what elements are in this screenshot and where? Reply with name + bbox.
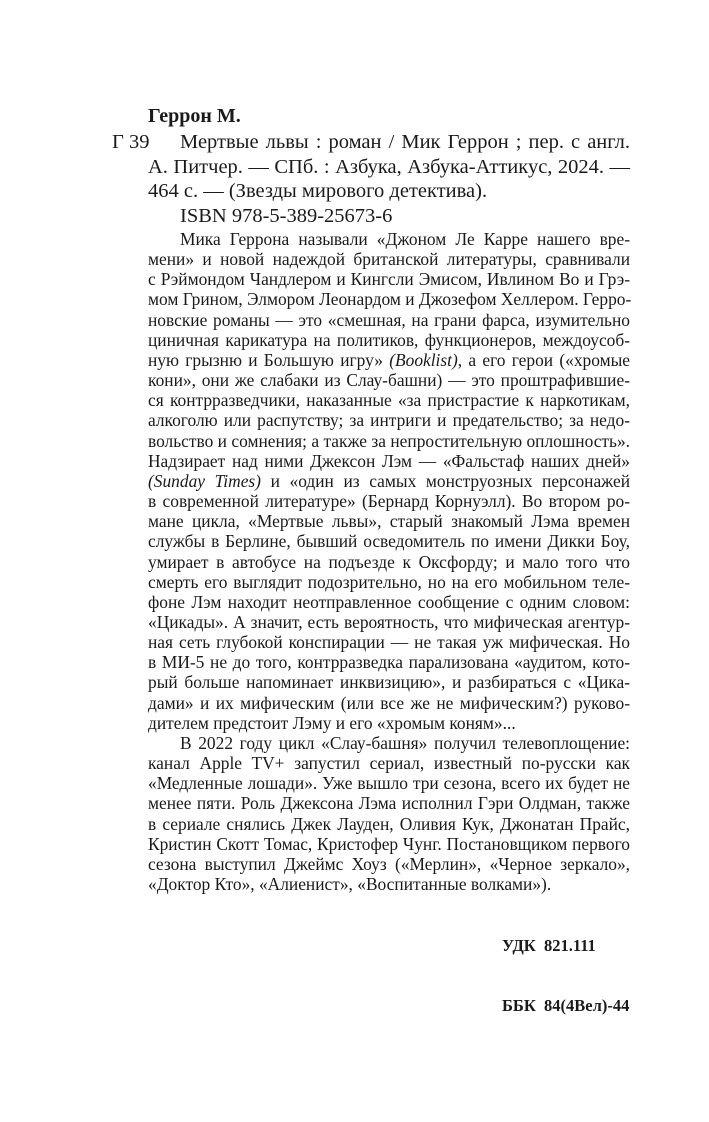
text-segment: смерть его выглядит подозрительно, но на его мобильном теле- <box>148 571 630 592</box>
text-segment: мом Грином, Элмором Леонардом и Джозефом Хеллером. Герро- <box>148 289 632 310</box>
italic-citation: (Sunday Times) <box>148 470 261 491</box>
annotation-line <box>148 410 630 430</box>
text-segment: вольство и сомнения; а также за непростительную оплошность». <box>148 430 630 451</box>
text-segment: в сериале снялись Джек Лауден, Оливия Кук, Джонатан Прайс, <box>148 813 630 834</box>
annotation-line <box>148 289 630 309</box>
text-segment: Надзирает над ними Джексон Лэм — «Фальстаф наших дней» <box>148 450 630 471</box>
classification-indices <box>502 896 629 1056</box>
text-segment: Мика Геррона называли «Джоном Ле Карре нашего вре- <box>180 229 630 249</box>
text-segment: дами» и их мифическим (или все же не мифическим?) руково- <box>148 692 630 713</box>
annotation-line <box>148 531 630 551</box>
text-segment: ную грызню и Большую игру» <box>148 349 390 370</box>
annotation-line <box>148 229 630 249</box>
text-segment: службы в Берлине, бывший осведомитель по имени Дикки Боу, <box>148 531 630 552</box>
text-segment: с Рэймондом Чандлером и Кингсли Эмисом, Ивлином Во и Грэ- <box>148 269 630 290</box>
annotation-line <box>148 612 630 632</box>
annotation-line <box>148 672 630 692</box>
annotation-line <box>148 390 630 410</box>
text-segment: кони», они же слабаки из Слау-башни) — это проштрафившие- <box>148 370 630 391</box>
annotation-line <box>148 350 630 370</box>
annotation-line <box>148 733 630 753</box>
text-segment: , а его герои («хромые <box>457 349 631 370</box>
text-segment: В 2022 году цикл «Слау-башня» получил телевоплощение: <box>180 732 630 753</box>
text-segment: рый больше напоминает инквизицию», и разбираться с «Цика- <box>148 672 630 693</box>
text-segment: фоне Лэм находит неотправленное сообщение с одним словом: <box>148 591 630 612</box>
annotation-line <box>148 471 630 491</box>
text-segment: сезона выступил Джеймс Хоуз («Мерлин», «Черное зеркало», <box>148 853 630 874</box>
text-segment: менее пяти. Роль Джексона Лэма исполнил Гэри Олдман, также <box>148 793 630 814</box>
annotation-line <box>148 592 630 612</box>
annotation-line <box>148 310 630 330</box>
text-segment: в современной литературе» (Бернард Корнуэлл). Во втором ро- <box>148 491 630 512</box>
annotation-line <box>148 269 630 289</box>
annotation-line <box>148 854 630 874</box>
annotation-line <box>148 632 630 652</box>
text-segment: ся контрразведчики, наказанные «за пристрастие к наркотикам, <box>148 390 630 411</box>
annotation <box>148 229 630 894</box>
text-segment: алкоголю или распутству; за интриги и предательство; за недо- <box>148 410 630 431</box>
annotation-line <box>148 652 630 672</box>
biblio-line: Мертвые львы : роман / Мик Геррон ; пер. с англ. <box>180 131 630 153</box>
text-segment: в МИ-5 не до того, контрразведка парализована «аудитом, кото- <box>148 652 630 673</box>
annotation-line <box>148 793 630 813</box>
annotation-line <box>148 511 630 531</box>
annotation-line <box>148 713 630 733</box>
text-segment: «Медленные лошади». Уже вышло три сезона, всего их будет не <box>148 773 630 794</box>
text-segment: циничная карикатура на политиков, функционеров, междоусоб- <box>148 329 630 350</box>
text-segment: умирает в автобусе на подъезде к Оксфорду; и мало того что <box>148 551 630 572</box>
text-segment: мане цикла, «Мертвые львы», старый знакомый Лэма времен <box>148 511 630 532</box>
text-segment: дителем предстоит Лэму и его «хромым коням»... <box>148 712 516 733</box>
biblio-line: 464 с. — (Звезды мирового детектива). <box>148 180 488 202</box>
annotation-line <box>148 693 630 713</box>
text-segment: канал Apple TV+ запустил сериал, известный по-русски как <box>148 753 630 774</box>
annotation-line <box>148 431 630 451</box>
annotation-line <box>148 249 630 269</box>
annotation-line <box>148 753 630 773</box>
annotation-line <box>148 874 630 894</box>
annotation-line <box>148 834 630 854</box>
text-segment: ная сеть глубокой конспирации — не такая уж мифическая. Но <box>148 632 630 653</box>
udk-index: УДК 821.111 <box>502 936 596 955</box>
biblio-line: А. Питчер. — СПб. : Азбука, Азбука-Аттикус, 2024. — <box>148 155 630 178</box>
text-segment: мени» и новой надеждой британской литературы, сравнивали <box>148 249 630 270</box>
text-segment: новские романы — это «смешная, на грани фарса, изумительно <box>148 309 630 330</box>
annotation-line <box>148 491 630 511</box>
text-segment: и «один из самых монструозных персонажей <box>260 470 630 491</box>
annotation-line <box>148 773 630 793</box>
classification-code: Г 39 <box>112 131 150 153</box>
annotation-line <box>148 814 630 834</box>
bibliographic-description <box>148 130 630 228</box>
bbk-index: ББК 84(4Вел)-44 <box>502 996 630 1015</box>
annotation-line <box>148 552 630 572</box>
isbn: ISBN 978-5-389-25673-6 <box>180 204 393 227</box>
text-segment: «Цикады». А значит, есть вероятность, что мифическая агентур- <box>148 611 630 632</box>
annotation-line <box>148 572 630 592</box>
annotation-line <box>148 451 630 471</box>
annotation-line <box>148 370 630 390</box>
annotation-line <box>148 330 630 350</box>
italic-citation: (Booklist) <box>389 349 458 370</box>
text-segment: «Доктор Кто», «Алиенист», «Воспитанные волками»). <box>148 874 552 894</box>
author-heading: Геррон М. <box>148 105 241 127</box>
text-segment: Кристин Скотт Томас, Кристофер Чунг. Постановщиком первого <box>148 833 630 854</box>
